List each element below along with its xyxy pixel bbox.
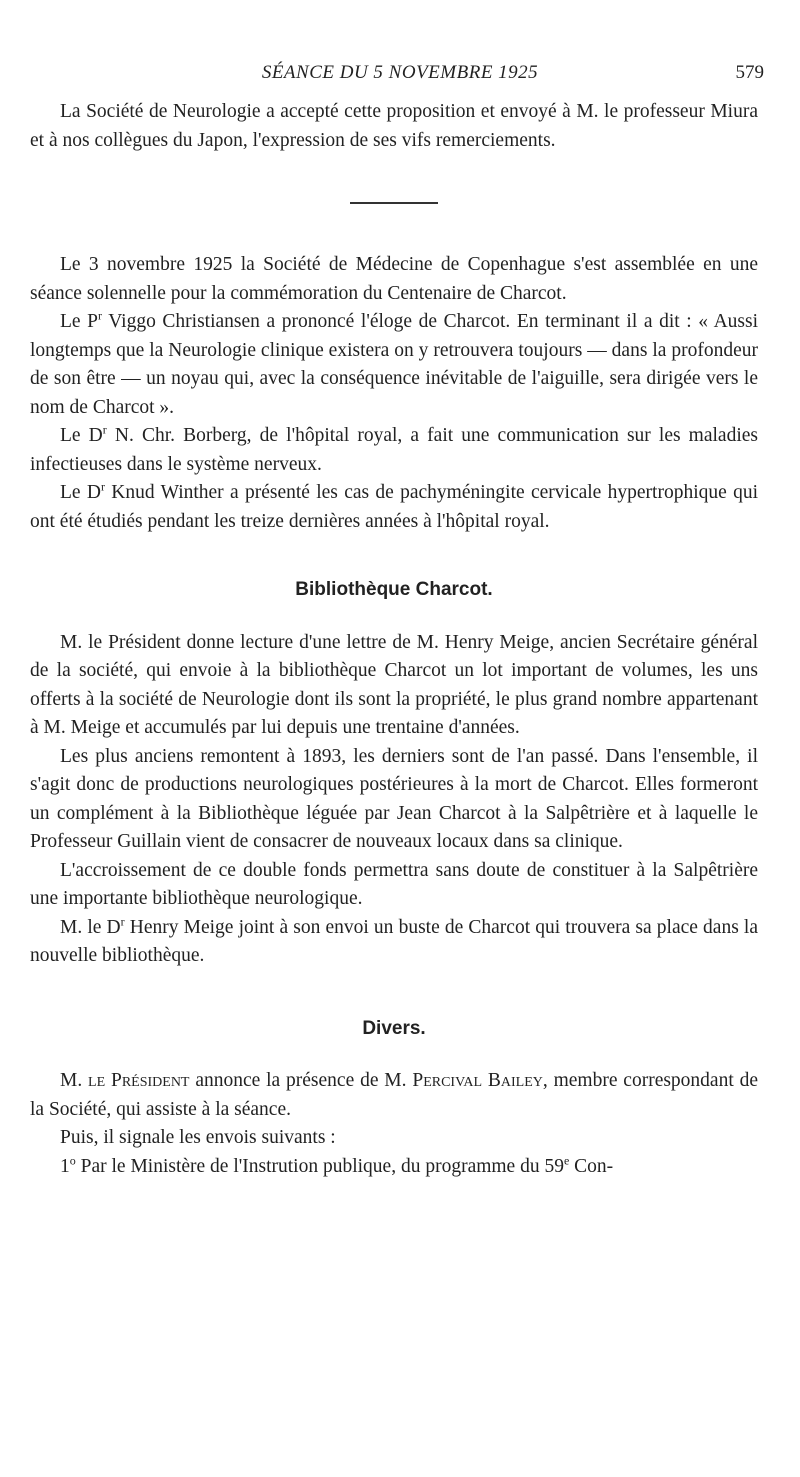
paragraph: M. le Président donne lecture d'une lettre de M. Henry Meige, ancien Secrétaire général de la société, qui envoie à la bibliothèque Charcot un lot important de volumes, les uns offerts à la société de Neurologie dont ils sont la propriété, le plus grand nombre appartenant à M. Meige et accumulés par lui depuis une trentaine d'années.: [30, 631, 758, 738]
running-header: [30, 62, 770, 90]
paragraph: L'accroissement de ce double fonds permettra sans doute de constituer à la Salpêtrière une importante bibliothèque neurologique.: [30, 859, 758, 909]
paragraph: M. le $D^r$ Henry Meige joint à son envoi un buste de Charcot qui trouvera sa place dans la nouvelle bibliothèque.: [30, 914, 758, 966]
running-title: SÉANCE DU 5 NOVEMBRE 1925: [261, 62, 539, 83]
paragraph: Les plus anciens remontent à 1893, les derniers sont de l'an passé. Dans l'ensemble, il s'agit donc de productions neurologiques postérieures à la mort de Charcot. Elles formeront un complément à la Bibliothèque léguée par Jean Charcot à la Salpêtrière et à laquelle le Professeur Guillain vient de consacrer de nouveaux locaux dans sa clinique.: [30, 745, 758, 852]
section-divider: [350, 202, 438, 204]
paragraph: Le 3 novembre 1925 la Société de Médecine de Copenhague s'est assemblée en une séance solennelle pour la commémoration du Centenaire de Charcot.: [30, 254, 758, 304]
section-heading-divers: Divers.: [362, 1017, 426, 1039]
paragraph: Le $D^r$ N. Chr. Borberg, de l'hôpital royal, a fait une communication sur les maladies infectieuses dans le système nerveux.: [30, 422, 758, 475]
page-body: [30, 98, 758, 1181]
paragraph: Le $P^r$ Viggo Christiansen a prononcé l'éloge de Charcot. En terminant il a dit : « Aussi longtemps que la Neurologie clinique existera on y retrouvera toujours — dans la profondeur de son être — un noyau qui, avec la conséquence inévitable de l'aiguille, sera dirigée vers le nom de Charcot ».: [30, 308, 758, 418]
paragraph: M. le Président annonce la présence de M. Percival Bailey, membre correspondant de la Société, qui assiste à la séance.: [30, 1070, 758, 1120]
section-heading-bibliotheque: Bibliothèque Charcot.: [295, 579, 493, 600]
paragraph: Le $D^r$ Knud Winther a présenté les cas de pachyméningite cervicale hypertrophique qui ont été étudiés pendant les treize dernières années à l'hôpital royal.: [30, 479, 758, 532]
paragraph: La Société de Neurologie a accepté cette proposition et envoyé à M. le professeur Miura et à nos collègues du Japon, l'expression de ses vifs remerciements.: [30, 101, 758, 151]
paragraph: 1$^o$ Par le Ministère de l'Instrution publique, du programme du 59e Con-: [60, 1153, 614, 1177]
paragraph: Puis, il signale les envois suivants :: [60, 1127, 336, 1148]
page-number: 579: [735, 62, 764, 83]
